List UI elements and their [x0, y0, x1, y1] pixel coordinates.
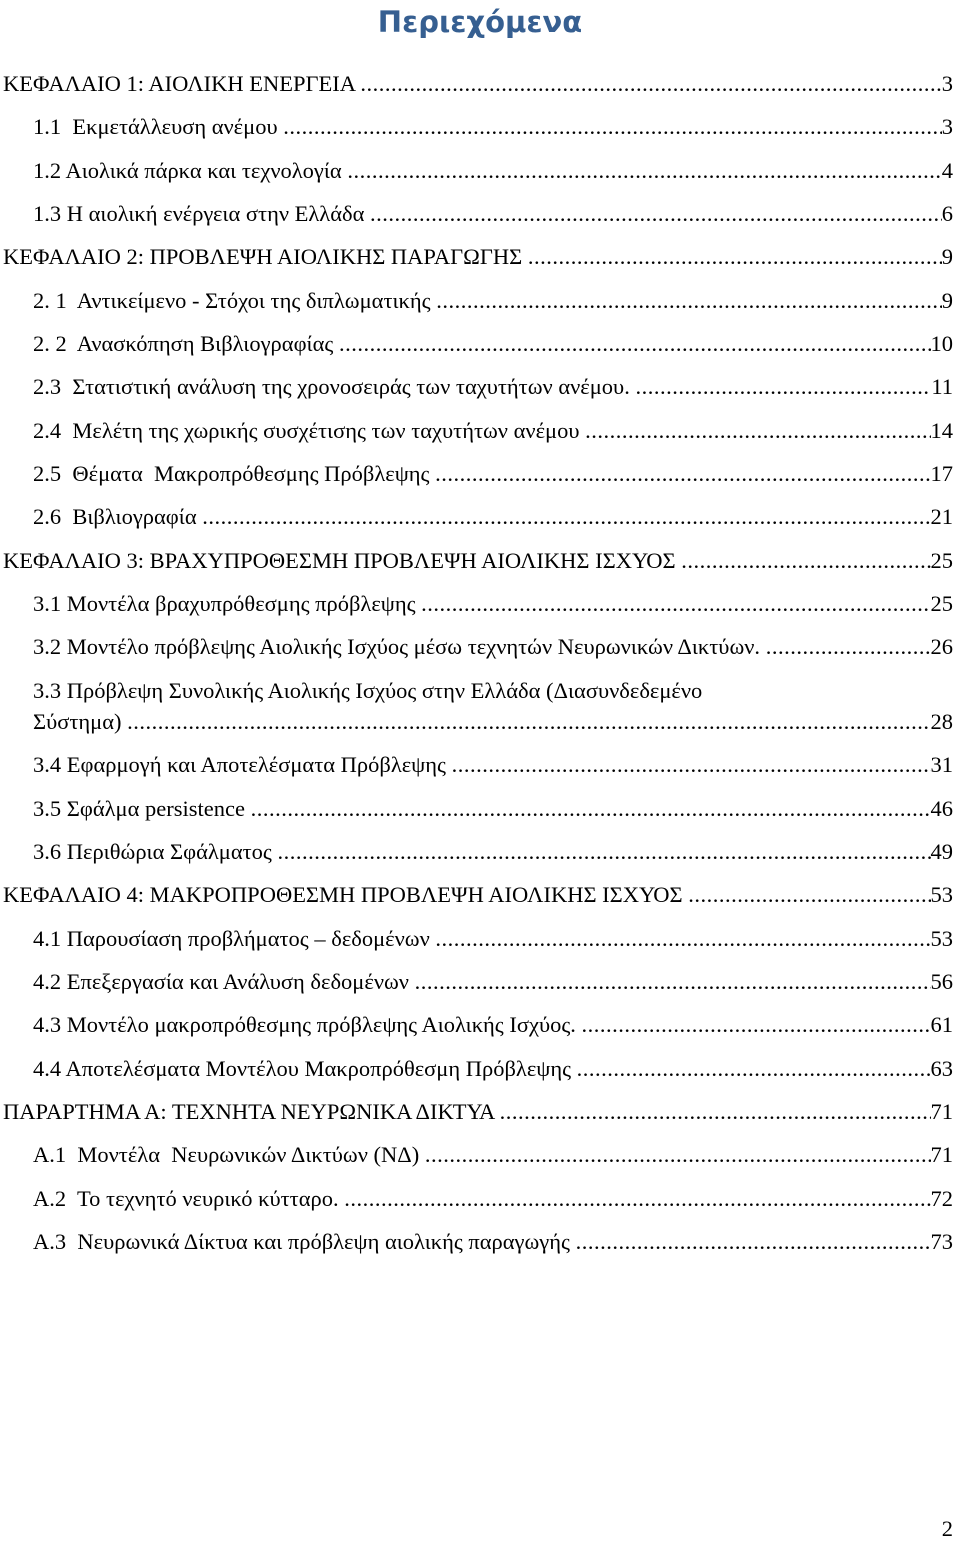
toc-page-number: 25	[930, 547, 953, 573]
toc-entry-title: 3.4 Εφαρμογή και Αποτελέσματα Πρόβλεψης	[33, 752, 452, 778]
dot-leader	[635, 373, 931, 401]
dot-leader	[528, 243, 942, 271]
toc-entry-title: 2. 2 Ανασκόπηση Βιβλιογραφίας	[33, 331, 339, 357]
toc-section-entry[interactable]	[0, 373, 960, 401]
dot-leader	[576, 1228, 931, 1256]
toc-entry-title: 3.1 Μοντέλα βραχυπρόθεσμης πρόβλεψης	[33, 591, 422, 617]
toc-section-entry[interactable]	[0, 1228, 960, 1256]
toc-section-entry[interactable]	[0, 590, 960, 618]
toc-section-entry[interactable]	[0, 287, 960, 315]
toc-page-number: 56	[930, 968, 953, 994]
toc-section-entry[interactable]	[0, 157, 960, 185]
toc-page-number: 61	[930, 1012, 953, 1038]
toc-entry-title: ΚΕΦΑΛΑΙΟ 3: ΒΡΑΧΥΠΡΟΘΕΣΜΗ ΠΡΟΒΛΕΨΗ ΑΙΟΛΙΚΗΣ ΙΣΧΥΟΣ	[3, 547, 682, 573]
toc-page-number: 11	[931, 374, 953, 400]
dot-leader	[425, 1141, 931, 1169]
toc-page-number: 6	[941, 201, 953, 227]
toc-page-number: 72	[930, 1185, 953, 1211]
dot-leader	[415, 968, 931, 996]
toc-entry-title: Α.3 Νευρωνικά Δίκτυα και πρόβλεψη αιολικής παραγωγής	[33, 1228, 576, 1254]
toc-page-number: 53	[930, 925, 953, 951]
toc-chapter-entry[interactable]	[0, 881, 960, 909]
toc-entry-title: 3.6 Περιθώρια Σφάλματος	[33, 838, 278, 864]
toc-page-number: 49	[930, 838, 953, 864]
toc-entry-title: ΚΕΦΑΛΑΙΟ 4: ΜΑΚΡΟΠΡΟΘΕΣΜΗ ΠΡΟΒΛΕΨΗ ΑΙΟΛΙΚΗΣ ΙΣΧΥΟΣ	[3, 882, 689, 908]
toc-section-entry[interactable]	[0, 1141, 960, 1169]
dot-leader	[421, 590, 930, 618]
toc-entry-title: 1.1 Εκμετάλλευση ανέμου	[33, 114, 284, 140]
toc-entry-title: 4.4 Αποτελέσματα Μοντέλου Μακροπρόθεσμη Πρόβλεψης	[33, 1055, 577, 1081]
toc-section-entry[interactable]	[0, 838, 960, 866]
toc-page-number: 73	[930, 1228, 953, 1254]
dot-leader	[688, 881, 930, 909]
toc-list	[0, 70, 960, 1271]
dot-leader	[435, 460, 930, 488]
toc-chapter-entry[interactable]	[0, 243, 960, 271]
page-number: 2	[941, 1516, 953, 1541]
toc-entry-title: 4.3 Μοντέλο μακροπρόθεσμης πρόβλεψης Αιολικής Ισχύος.	[33, 1012, 582, 1038]
toc-page-number: 4	[941, 157, 953, 183]
toc-page-number: 3	[941, 114, 953, 140]
toc-page-number: 9	[941, 287, 953, 313]
toc-page-number: 71	[930, 1098, 953, 1124]
toc-section-entry[interactable]	[0, 633, 960, 661]
toc-entry-title: 2.6 Βιβλιογραφία	[33, 504, 203, 530]
toc-section-entry[interactable]	[0, 1055, 960, 1083]
toc-entry-title: ΚΕΦΑΛΑΙΟ 2: ΠΡΟΒΛΕΨΗ ΑΙΟΛΙΚΗΣ ΠΑΡΑΓΩΓΗΣ	[3, 244, 528, 270]
toc-section-entry[interactable]	[0, 417, 960, 445]
toc-chapter-entry[interactable]	[0, 547, 960, 575]
dot-leader	[766, 633, 931, 661]
toc-page-number: 71	[930, 1142, 953, 1168]
toc-entry-title: 2.3 Στατιστική ανάλυση της χρονοσειράς των ταχυτήτων ανέμου.	[33, 374, 636, 400]
toc-entry-title: 4.1 Παρουσίαση προβλήματος – δεδομένων	[33, 925, 436, 951]
toc-section-entry[interactable]	[0, 330, 960, 358]
toc-entry-title: Α.1 Μοντέλα Νευρωνικών Δικτύων (ΝΔ)	[33, 1142, 425, 1168]
toc-entry-title: 1.2 Αιολικά πάρκα και τεχνολογία	[33, 157, 348, 183]
dot-leader	[344, 1185, 930, 1213]
dot-leader	[582, 1011, 931, 1039]
dot-leader	[452, 751, 931, 779]
toc-section-entry[interactable]	[0, 751, 960, 779]
dot-leader	[585, 417, 930, 445]
dot-leader	[681, 547, 930, 575]
toc-entry-title: 4.2 Επεξεργασία και Ανάλυση δεδομένων	[33, 968, 415, 994]
toc-section-entry[interactable]	[0, 113, 960, 141]
toc-entry-title: Α.2 Το τεχνητό νευρικό κύτταρο.	[33, 1185, 345, 1211]
dot-leader	[370, 200, 942, 228]
toc-entry-title: 3.3 Πρόβλεψη Συνολικής Αιολικής Ισχύος στην Ελλάδα (Διασυνδεδεμένο	[33, 677, 703, 703]
toc-entry-title-continued: Σύστημα)	[33, 708, 128, 734]
toc-entry-title: ΚΕΦΑΛΑΙΟ 1: ΑΙΟΛΙΚΗ ΕΝΕΡΓΕΙΑ	[3, 71, 361, 96]
toc-entry-title: 3.5 Σφάλμα persistence	[33, 795, 251, 821]
toc-section-entry[interactable]	[0, 1185, 960, 1213]
toc-page-number: 17	[930, 461, 953, 487]
dot-leader	[577, 1055, 931, 1083]
toc-page-number: 53	[930, 882, 953, 908]
toc-page-number: 10	[930, 331, 953, 357]
toc-page-number: 9	[941, 244, 953, 270]
toc-section-entry[interactable]	[0, 1011, 960, 1039]
toc-entry-title: 2. 1 Αντικείμενο - Στόχοι της διπλωματικής	[33, 287, 437, 313]
dot-leader	[283, 113, 942, 141]
toc-page-number: 28	[930, 708, 953, 734]
toc-section-entry[interactable]	[0, 925, 960, 953]
toc-page-number: 14	[930, 417, 953, 443]
toc-page-number: 21	[930, 504, 953, 530]
toc-page-number: 31	[930, 752, 953, 778]
toc-section-entry[interactable]	[0, 460, 960, 488]
toc-entry-title: 3.2 Μοντέλο πρόβλεψης Αιολικής Ισχύος μέσω τεχνητών Νευρωνικών Δικτύων.	[33, 634, 766, 660]
dot-leader	[339, 330, 931, 358]
toc-section-entry[interactable]	[0, 200, 960, 228]
toc-section-entry[interactable]	[0, 795, 960, 823]
toc-page-number: 25	[930, 591, 953, 617]
dot-leader	[360, 70, 941, 98]
toc-entry-title: 2.5 Θέματα Μακροπρόθεσμης Πρόβλεψης	[33, 461, 436, 487]
toc-entry-title: 1.3 Η αιολική ενέργεια στην Ελλάδα	[33, 201, 371, 227]
toc-chapter-entry[interactable]	[0, 1098, 960, 1126]
toc-section-entry[interactable]	[0, 677, 960, 736]
page-title: Περιεχόμενα	[377, 5, 583, 39]
toc-page-number: 63	[930, 1055, 953, 1081]
toc-page-number: 46	[930, 795, 953, 821]
toc-chapter-entry[interactable]	[0, 70, 960, 98]
dot-leader	[347, 157, 941, 185]
toc-entry-title: 2.4 Μελέτη της χωρικής συσχέτισης των ταχυτήτων ανέμου	[33, 417, 586, 443]
toc-page-number: 3	[941, 71, 953, 96]
dot-leader	[500, 1098, 931, 1126]
toc-section-entry[interactable]	[0, 503, 960, 531]
dot-leader	[251, 795, 931, 823]
dot-leader	[435, 925, 930, 953]
toc-section-entry[interactable]	[0, 968, 960, 996]
toc-entry-title: ΠΑΡΑΡΤΗΜΑ Α: ΤΕΧΝΗΤΑ ΝΕΥΡΩΝΙΚΑ ΔΙΚΤΥΑ	[3, 1098, 500, 1124]
dot-leader	[202, 503, 930, 531]
dot-leader	[436, 287, 942, 315]
dot-leader	[127, 708, 930, 736]
toc-page-number: 26	[930, 634, 953, 660]
dot-leader	[277, 838, 930, 866]
